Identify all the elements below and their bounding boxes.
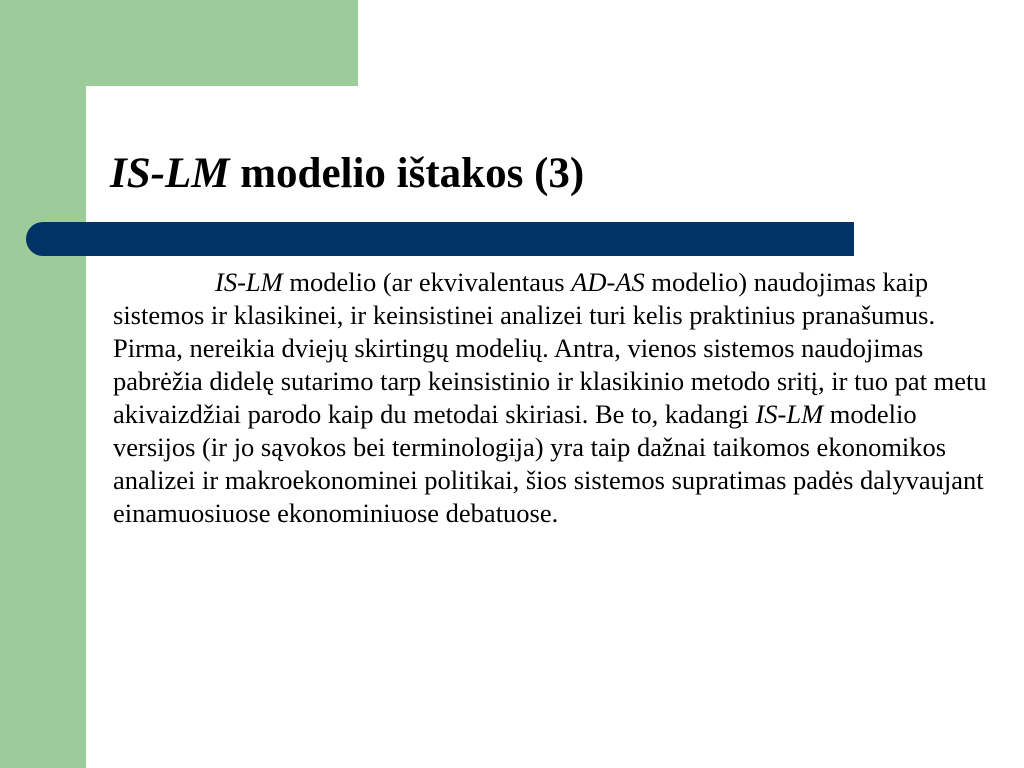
body-text-part-3: modelio versijos (ir jo sąvokos bei terminologija) yra taip dažnai taikomos ekonomikos analizei ir makroekonominei politikai, šios sistemos supratimas padės dalyvaujant einamuosiuose ekonominiuose debatuose. bbox=[113, 399, 984, 528]
body-text-part-2: modelio) naudojimas kaip sistemos ir klasikinei, ir keinsistinei analizei turi kelis praktinius pranašumus. Pirma, nereikia dviejų skirtingų modelių. Antra, vienos sistemos naudojimas pabrėžia didelę sutarimo tarp keinsistinio ir klasikinio metodo sritį, ir tuo pat metu akivaizdžiai parodo kaip du metodai skiriasi. Be to, kadangi bbox=[113, 267, 987, 429]
body-term-is-lm-2: IS-LM bbox=[755, 399, 824, 429]
body-term-is-lm: IS-LM bbox=[215, 267, 283, 297]
title-rest: modelio ištakos (3) bbox=[240, 150, 585, 197]
green-side-band bbox=[0, 0, 86, 768]
body-paragraph bbox=[113, 266, 998, 530]
body-term-ad-as: AD-AS bbox=[571, 267, 645, 297]
body-text-part-1: modelio (ar ekvivalentaus bbox=[282, 267, 572, 297]
title-italic-part: IS-LM bbox=[110, 150, 230, 197]
title-underline-bar bbox=[26, 222, 854, 256]
slide-title bbox=[110, 150, 584, 197]
